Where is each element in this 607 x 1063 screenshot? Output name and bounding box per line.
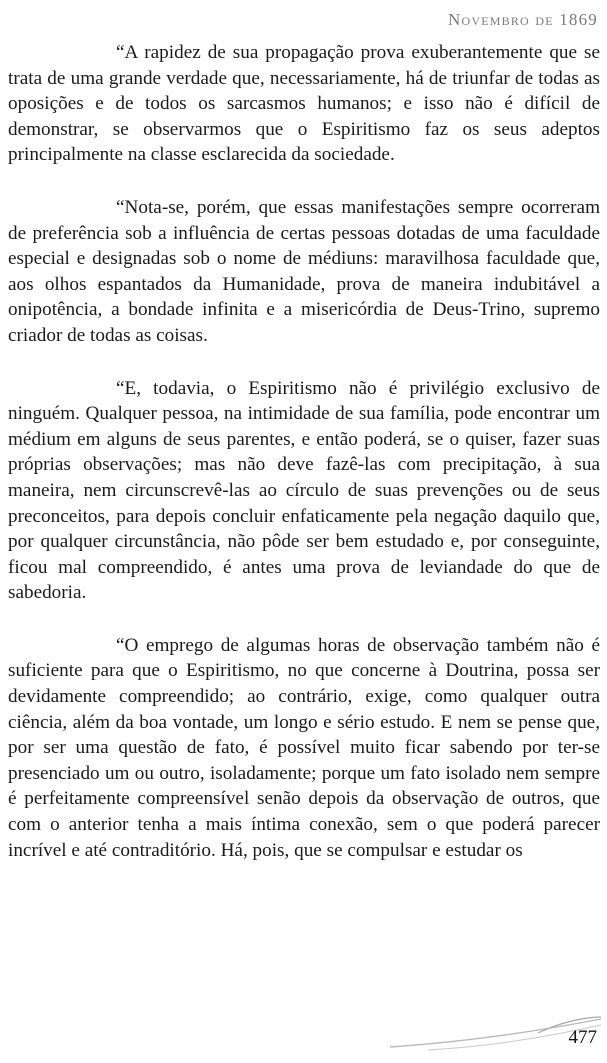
paragraph: “Nota-se, porém, que essas manifestações sempre ocorreram de preferência sob a influência de certas pessoas dotadas de uma faculdade especial e designadas sob o nome de médiuns: maravilhosa faculdade que, aos olhos espantados da Humanidade, prova de maneira indubitável a onipotência, a bondade infinita e a misericórdia de Deus-Trino, supremo criador de todas as coisas. [8,196,600,346]
paragraph: “O emprego de algumas horas de observação também não é suficiente para que o Espiritismo, no que concerne à Doutrina, possa ser devidamente compreendido; ao contrário, exige, como qualquer outra ciência, além da boa vontade, um longo e sério estudo. E nem se pense que, por ser uma questão de fato, é possível muito ficar sabendo por ter-se presenciado um ou outro, isoladamente; porque um fato isolado nem sempre é perfeitamente compreensível senão depois da observação de outros, que com o anterior tenha a mais íntima conexão, sem o que poderá parecer incrível e até contraditório. Há, pois, que se compulsar e estudar os [8,634,600,861]
paragraph: “E, todavia, o Espiritismo não é privilégio exclusivo de ninguém. Qualquer pessoa, na intimidade de sua família, pode encontrar um médium em alguns de seus parentes, e então poderá, se o quiser, fazer suas próprias observações; mas não deve fazê-las com precipitação, à sua maneira, nem circunscrevê-las ao círculo de suas prevenções ou de seus preconceitos, para depois concluir enfaticamente pela negação daquilo que, por qualquer circunstância, não pôde ser bem estudado e, por conseguinte, ficou mal compreendido, é antes uma prova de leviandade do que de sabedoria. [8,377,600,604]
body-text [8,40,600,863]
page-number: 477 [568,1027,597,1048]
running-head: Novembro de 1869 [448,10,598,29]
paragraph: “A rapidez de sua propagação prova exuberantemente que se trata de uma grande verdade que, necessariamente, há de triunfar de todas as oposições e de todos os sarcasmos humanos; e isso não é difícil de demonstrar, se observarmos que o Espiritismo faz os seus adeptos principalmente na classe esclarecida da sociedade. [8,42,600,166]
